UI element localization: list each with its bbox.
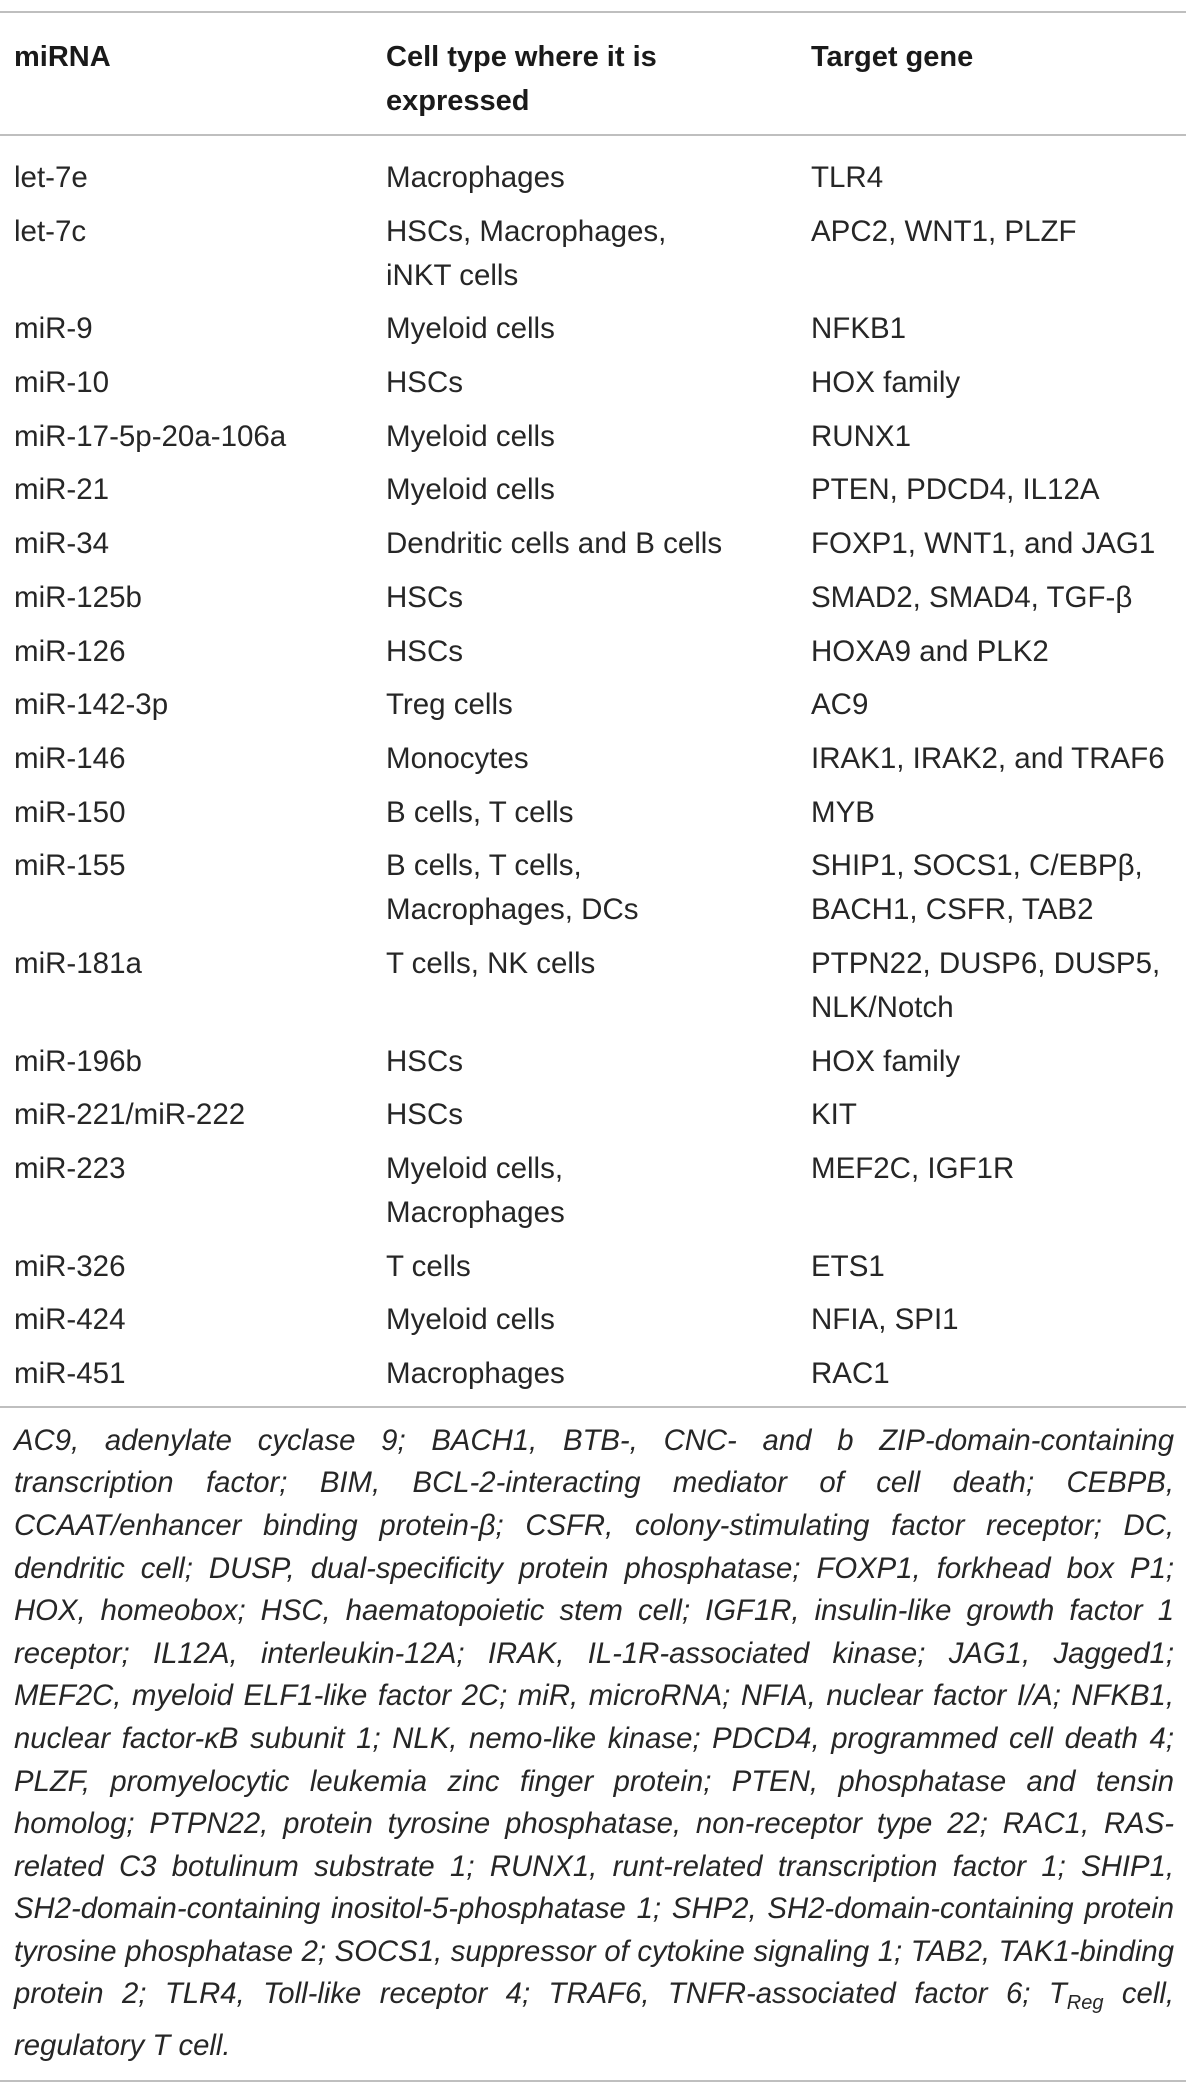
table-row	[0, 1093, 1186, 1137]
cell-cell-type: Myeloid cells	[386, 419, 555, 453]
table-row	[0, 791, 1186, 835]
cell-mirna: miR-126	[14, 634, 126, 668]
cell-mirna: let-7c	[14, 214, 87, 248]
cell-cell-type: Dendritic cells and B cells	[386, 527, 723, 561]
cell-target-gene: MEF2C, IGF1R	[811, 1152, 1015, 1185]
cell-mirna: miR-196b	[14, 1044, 142, 1078]
table-row	[0, 1040, 1186, 1084]
cell-cell-type: B cells, T cells	[386, 795, 574, 829]
cell-mirna: miR-146	[14, 741, 126, 775]
cell-target-gene: AC9	[811, 688, 869, 722]
cell-cell-type: HSCs	[386, 634, 464, 668]
cell-cell-type: HSCs	[386, 366, 464, 400]
cell-mirna: miR-451	[14, 1357, 126, 1391]
cell-mirna: miR-142-3p	[14, 688, 169, 722]
cell-target-gene: HOX family	[811, 366, 961, 400]
cell-target-gene: KIT	[811, 1098, 857, 1132]
cell-cell-type: Treg cells	[386, 688, 513, 722]
cell-mirna: miR-155	[14, 849, 126, 883]
table-row	[0, 1245, 1186, 1289]
cell-mirna: miR-34	[14, 527, 110, 561]
cell-cell-type: Myeloid cells	[386, 473, 555, 507]
table-row	[0, 468, 1186, 512]
cell-cell-type: HSCs, Macrophages, iNKT cells	[386, 214, 667, 292]
cell-mirna: miR-9	[14, 312, 93, 346]
cell-target-gene: PTPN22, DUSP6, DUSP5, NLK/Notch	[811, 946, 1161, 1024]
cell-cell-type: T cells	[386, 1249, 471, 1283]
cell-target-gene: SMAD2, SMAD4, TGF-β	[811, 580, 1133, 614]
footnote-treg-sub: Reg	[1066, 1992, 1104, 2015]
cell-mirna: miR-424	[14, 1303, 126, 1337]
cell-target-gene: HOXA9 and PLK2	[811, 634, 1049, 668]
header-mirna: miRNA	[14, 41, 111, 73]
footnote-treg-rest: cell, regulatory T cell.	[14, 1977, 1174, 2063]
cell-cell-type: Myeloid cells, Macrophages	[386, 1152, 565, 1229]
table-footnote	[0, 1408, 1186, 2080]
cell-target-gene: NFKB1	[811, 312, 907, 346]
table-row	[0, 942, 1186, 1030]
cell-mirna: miR-221/miR-222	[14, 1098, 246, 1132]
table-row	[0, 844, 1186, 932]
table-row	[0, 1147, 1186, 1235]
cell-mirna: miR-223	[14, 1152, 126, 1185]
cell-cell-type: T cells, NK cells	[386, 946, 596, 980]
cell-cell-type: Monocytes	[386, 741, 529, 775]
table-row	[0, 683, 1186, 727]
cell-target-gene: PTEN, PDCD4, IL12A	[811, 473, 1100, 507]
footnote-treg-main: T	[1048, 1977, 1067, 2011]
cell-target-gene: RUNX1	[811, 419, 911, 453]
cell-mirna: miR-21	[14, 473, 110, 507]
table-row	[0, 522, 1186, 566]
cell-mirna: miR-125b	[14, 580, 142, 614]
table-header	[0, 13, 1186, 134]
table-row	[0, 210, 1186, 298]
cell-mirna: miR-10	[14, 366, 110, 400]
table-row	[0, 156, 1186, 200]
cell-mirna: miR-150	[14, 795, 126, 829]
table-row	[0, 415, 1186, 459]
table-row	[0, 737, 1186, 781]
cell-mirna: let-7e	[14, 161, 88, 194]
header-target-gene: Target gene	[811, 41, 974, 73]
cell-target-gene: MYB	[811, 795, 875, 829]
header-cell-type: Cell type where it is expressed	[386, 41, 657, 117]
table-row	[0, 576, 1186, 620]
cell-target-gene: ETS1	[811, 1249, 885, 1283]
mirna-table	[0, 11, 1186, 2082]
cell-cell-type: B cells, T cells, Macrophages, DCs	[386, 849, 639, 927]
cell-cell-type: Macrophages	[386, 1357, 565, 1391]
cell-cell-type: HSCs	[386, 1098, 464, 1132]
table-row	[0, 1352, 1186, 1396]
cell-target-gene: RAC1	[811, 1357, 890, 1391]
table-row	[0, 1298, 1186, 1342]
table-body	[0, 136, 1186, 1396]
cell-target-gene: HOX family	[811, 1044, 961, 1078]
table-row	[0, 307, 1186, 351]
footnote-text: AC9, adenylate cyclase 9; BACH1, BTB-, CNC- and b ZIP-domain-containing transcription factor; BIM, BCL-2-interacting mediator of cell death; CEBPB, CCAAT/enhancer binding protein-β; CSFR, colony-stimulating factor receptor; DC, dendritic cell; DUSP, dual-specificity protein phosphatase; FOXP1, forkhead box P1; HOX, homeobox; HSC, haematopoietic stem cell; IGF1R, insulin-like growth factor 1 receptor; IL12A, interleukin-12A; IRAK, IL-1R-associated kinase; JAG1, Jagged1; MEF2C, myeloid ELF1-like factor 2C; miR, microRNA; NFIA, nuclear factor I/A; NFKB1, nuclear factor-κB subunit 1; NLK, nemo-like kinase; PDCD4, programmed cell death 4; PLZF, promyelocytic leukemia zinc finger protein; PTEN, phosphatase and tensin homolog; PTPN22, protein tyrosine phosphatase, non-receptor type 22; RAC1, RAS-related C3 botulinum substrate 1; RUNX1, runt-related transcription factor 1; SHIP1, SH2-domain-containing inositol-5-phosphatase 1; SHP2, SH2-domain-containing protein tyrosine phosphatase 2; SOCS1, suppressor of cytokine signaling 1; TAB2, TAK1-binding protein 2; TLR4, Toll-like receptor 4; TRAF6, TNFR-associated factor 6;	[14, 1423, 1174, 2011]
footnote-rule	[0, 2080, 1186, 2082]
cell-mirna: miR-181a	[14, 946, 142, 980]
cell-mirna: miR-326	[14, 1249, 126, 1283]
cell-target-gene: NFIA, SPI1	[811, 1303, 959, 1337]
cell-target-gene: FOXP1, WNT1, and JAG1	[811, 527, 1156, 561]
cell-cell-type: Myeloid cells	[386, 312, 555, 346]
cell-target-gene: IRAK1, IRAK2, and TRAF6	[811, 741, 1165, 775]
cell-target-gene: TLR4	[811, 161, 884, 194]
cell-target-gene: SHIP1, SOCS1, C/EBPβ, BACH1, CSFR, TAB2	[811, 849, 1143, 927]
cell-target-gene: APC2, WNT1, PLZF	[811, 214, 1077, 248]
cell-cell-type: HSCs	[386, 1044, 464, 1078]
cell-cell-type: Macrophages	[386, 161, 565, 194]
cell-cell-type: HSCs	[386, 580, 464, 614]
cell-mirna: miR-17-5p-20a-106a	[14, 419, 287, 453]
cell-cell-type: Myeloid cells	[386, 1303, 555, 1337]
table-row	[0, 630, 1186, 674]
table-row	[0, 361, 1186, 405]
